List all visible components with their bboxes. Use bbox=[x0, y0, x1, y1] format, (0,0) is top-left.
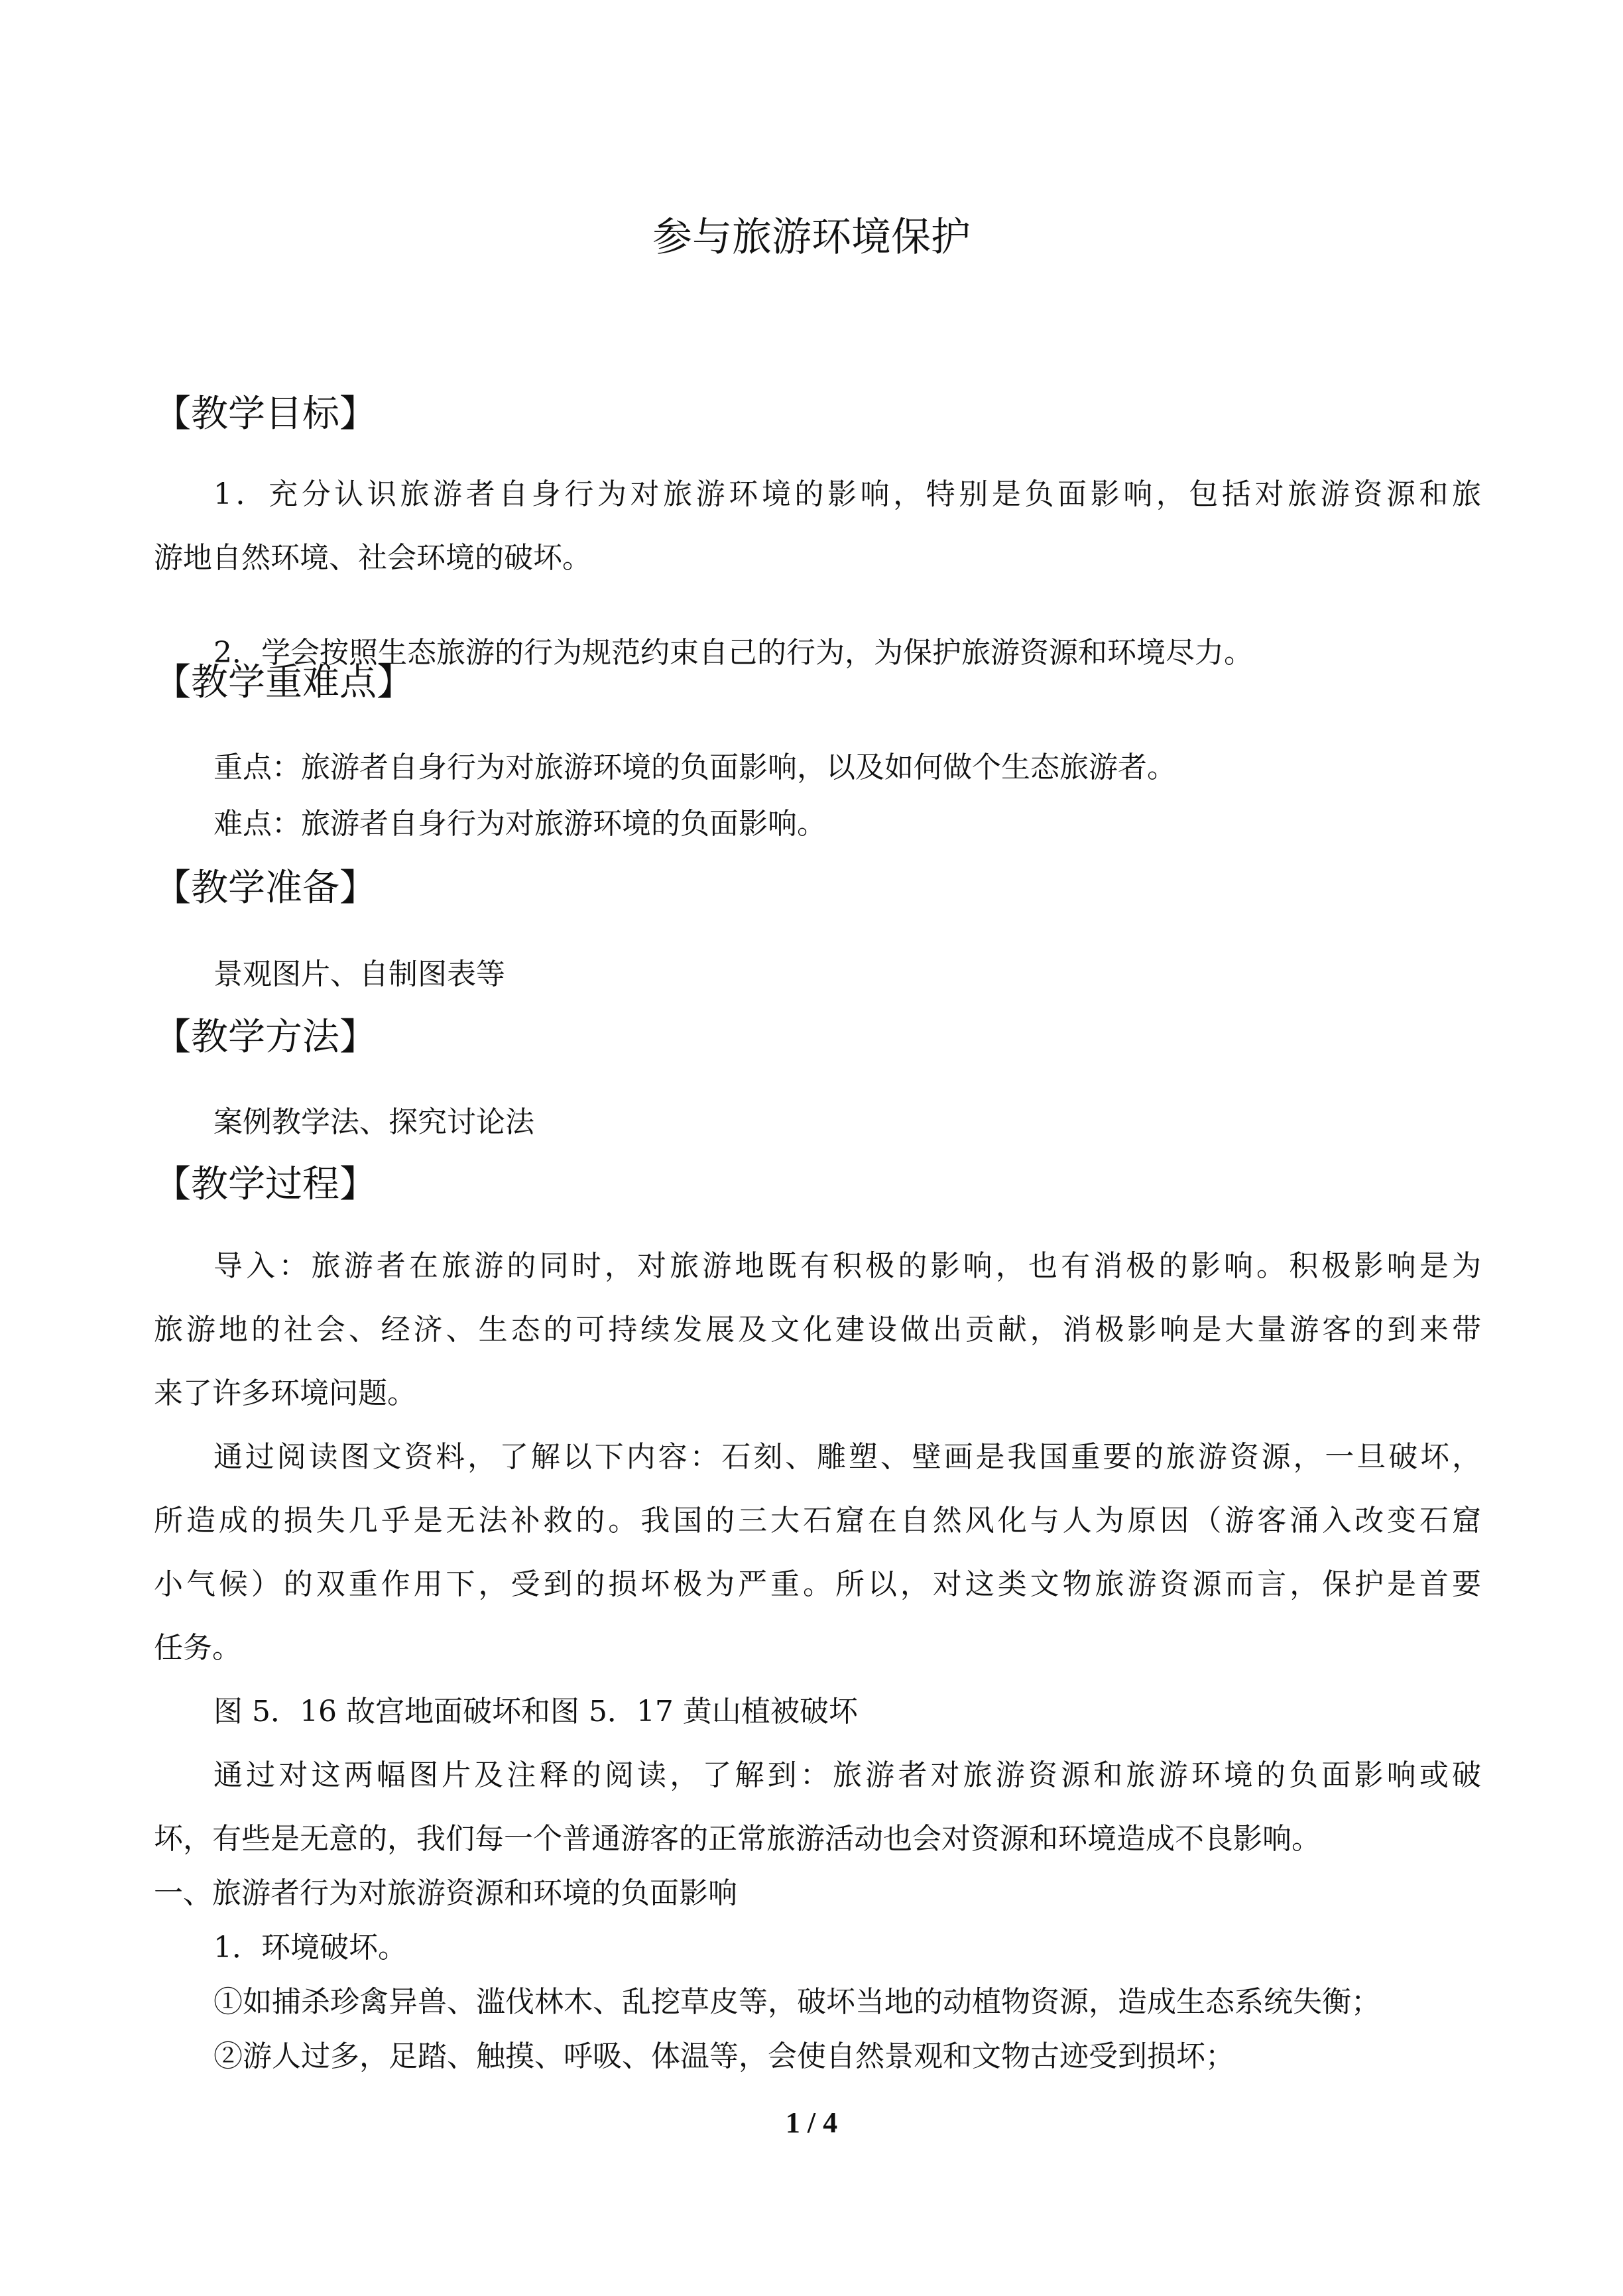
point-environment-damage-a: ①如捕杀珍禽异兽、滥伐林木、乱挖草皮等，破坏当地的动植物资源，造成生态系统失衡； bbox=[213, 1985, 1380, 2019]
difficult-point-text: 难点：旅游者自身行为对旅游环境的负面影响。 bbox=[213, 807, 826, 841]
reading-line-4: 任务。 bbox=[154, 1631, 241, 1665]
section-heading-process: 【教学过程】 bbox=[154, 1163, 377, 1206]
analysis-line-1: 通过对这两幅图片及注释的阅读，了解到：旅游者对旅游资源和旅游环境的负面影响或破 bbox=[213, 1758, 1481, 1792]
key-point-text: 重点：旅游者自身行为对旅游环境的负面影响，以及如何做个生态旅游者。 bbox=[213, 751, 1176, 784]
point-environment-damage: 1．环境破坏。 bbox=[213, 1931, 407, 1964]
page-number: 1 / 4 bbox=[785, 2106, 838, 2139]
section-heading-objectives: 【教学目标】 bbox=[154, 393, 377, 436]
objective-item-1-line-2: 游地自然环境、社会环境的破坏。 bbox=[154, 541, 591, 575]
subheading-negative-impacts: 一、旅游者行为对旅游资源和环境的负面影响 bbox=[154, 1876, 737, 1910]
page-title: 参与旅游环境保护 bbox=[652, 214, 971, 261]
reading-line-2: 所造成的损失几乎是无法补救的。我国的三大石窟在自然风化与人为原因（游客涌入改变石窟 bbox=[154, 1504, 1481, 1538]
objective-item-1-line-1: 1．充分认识旅游者自身行为对旅游环境的影响，特别是负面影响，包括对旅游资源和旅 bbox=[213, 477, 1481, 511]
reading-line-1: 通过阅读图文资料，了解以下内容：石刻、雕塑、壁画是我国重要的旅游资源，一旦破坏， bbox=[213, 1440, 1481, 1474]
section-heading-methods: 【教学方法】 bbox=[154, 1016, 377, 1059]
preparation-text: 景观图片、自制图表等 bbox=[213, 957, 505, 991]
objective-item-2: 2．学会按照生态旅游的行为规范约束自己的行为，为保护旅游资源和环境尽力。 bbox=[213, 636, 1253, 670]
section-heading-key-points: 【教学重难点】 bbox=[154, 661, 414, 704]
intro-line-2: 旅游地的社会、经济、生态的可持续发展及文化建设做出贡献，消极影响是大量游客的到来带 bbox=[154, 1313, 1481, 1347]
intro-line-3: 来了许多环境问题。 bbox=[154, 1376, 416, 1410]
section-heading-preparation: 【教学准备】 bbox=[154, 867, 377, 910]
analysis-line-2: 坏，有些是无意的，我们每一个普通游客的正常旅游活动也会对资源和环境造成不良影响。 bbox=[154, 1822, 1321, 1856]
reading-line-3: 小气候）的双重作用下，受到的损坏极为严重。所以，对这类文物旅游资源而言，保护是首要 bbox=[154, 1567, 1481, 1601]
methods-text: 案例教学法、探究讨论法 bbox=[213, 1105, 534, 1139]
figure-reference: 图 5．16 故宫地面破坏和图 5．17 黄山植被破坏 bbox=[213, 1695, 858, 1728]
intro-line-1: 导入：旅游者在旅游的同时，对旅游地既有积极的影响，也有消极的影响。积极影响是为 bbox=[213, 1249, 1481, 1283]
point-environment-damage-b: ②游人过多，足踏、触摸、呼吸、体温等，会使自然景观和文物古迹受到损坏； bbox=[213, 2039, 1234, 2073]
